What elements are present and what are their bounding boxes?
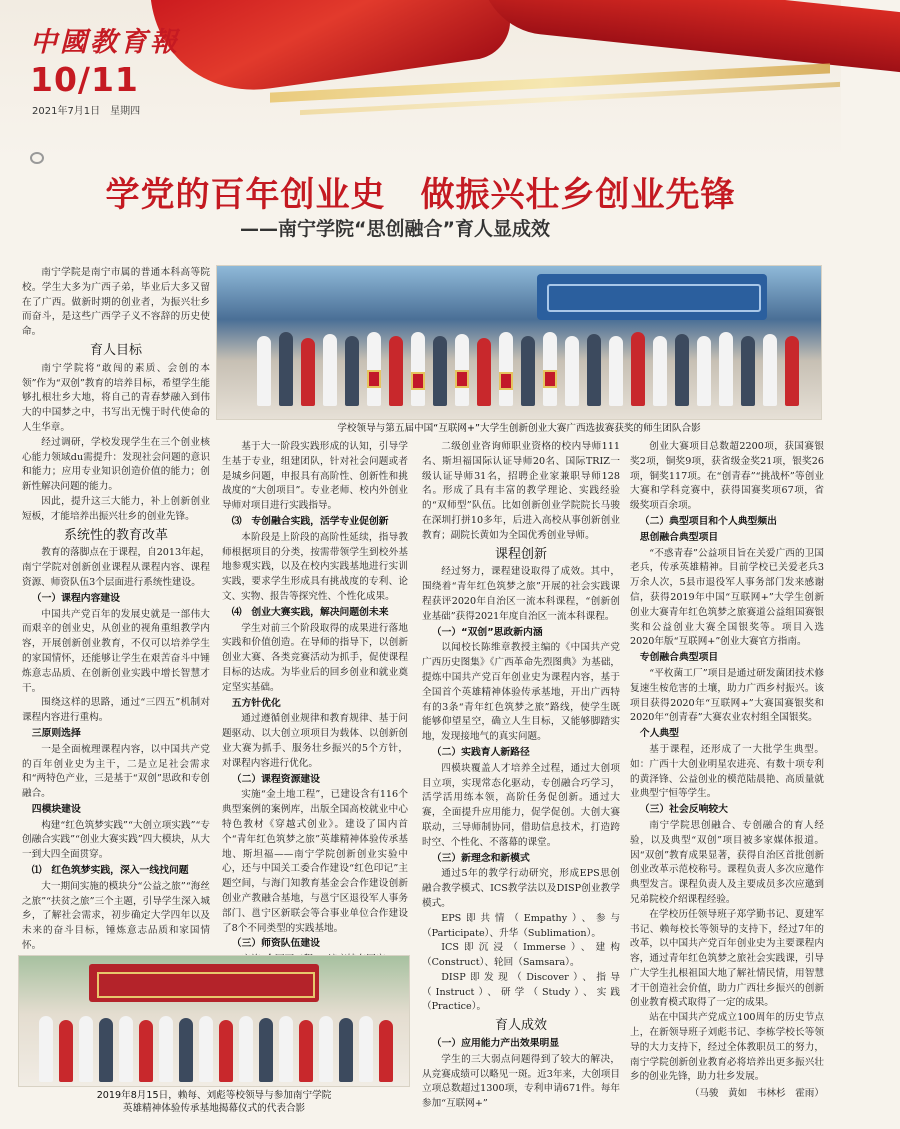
paragraph: 二级创业咨询师职业资格的校内导师111名、斯坦福国际认证导师20名、国际TRIZ一级认证导师31名，招聘企业家兼职导师128名。形成了具有丰富的教学理论、实践经验的“双师型”队伍。比如创新创业学院院长马骏在深圳打拼10多年，后进入高校从事创新创业教育；副院长黄如为全国优秀创业导师。 — [422, 441, 620, 541]
article-headline: 学党的百年创业史 做振兴壮乡创业先锋 — [105, 175, 736, 215]
paragraph: 中国共产党百年的发展史就是一部伟大而艰辛的创业史，从创业的视角重组教学内容，开展创新创业教育，不仅可以培养学生的家国情怀，还能够让学生在艰苦奋斗中锤炼意志品质、在创新创业实践中增长智慧才干。 — [22, 608, 210, 694]
paragraph: 基于大一阶段实践形成的认知，引导学生基于专业，组建团队，针对社会问题或者是城乡问题，申报具有高阶性、创新性和挑战度的“大创项目”。专业老师、校内外创业导师对项目进行实践指导。 — [222, 441, 408, 512]
person-figure — [521, 336, 535, 406]
award-plaque — [367, 370, 381, 388]
subsection-heading: （一）“双创”思政新内涵 — [431, 626, 543, 638]
person-figure — [719, 332, 733, 406]
person-figure — [389, 336, 403, 406]
subsection-heading: （三）新理念和新模式 — [431, 852, 530, 864]
article-column-1 — [22, 266, 210, 952]
paragraph: “平枚菌工厂”项目是通过研发菌团技术修复速生桉危害的土壤，助力广西乡村振兴。该项目获得2020年“互联网+”大赛国赛银奖和2020年“创青春”大赛农业农村组全国银奖。 — [630, 667, 824, 724]
person-figure — [279, 332, 293, 406]
ceremony-group-photo — [18, 955, 410, 1087]
section-heading: 育人成效 — [494, 1018, 547, 1034]
ceremony-banner-graphic — [89, 964, 319, 1002]
person-figure — [675, 334, 689, 406]
paragraph: 通过遵循创业规律和教育规律、基于问题驱动、以大创立项项目为载体、以创新创业大赛为抓手、服务壮乡振兴的5个方针，对课程内容进行优化。 — [222, 713, 408, 769]
person-figure — [39, 1016, 53, 1082]
page-number: 10/11 — [30, 60, 139, 99]
bottom-photo-caption — [18, 1089, 410, 1115]
margin-mark-icon — [30, 152, 44, 164]
person-figure — [139, 1020, 153, 1082]
person-figure — [367, 332, 381, 406]
article-column-4 — [630, 440, 824, 1108]
paragraph: 经过调研，学校发现学生在三个创业核心能力领域du需提升：发现社会问题的意识和能力；应用专业知识创造价值的能力；创新性解决问题的能力。 — [22, 436, 210, 493]
paragraph: 因此，提升这三大能力，补上创新创业短板，才能培养出振兴壮乡的创业先锋。 — [22, 495, 210, 522]
person-figure — [99, 1018, 113, 1082]
paragraph: DISP即发现（Discover）、指导（Instruct）、研学（Study）、实践（Practice）。 — [422, 971, 620, 1013]
person-figure — [319, 1016, 333, 1082]
section-heading: 育人目标 — [89, 342, 142, 358]
paragraph: EPS即共情（Empathy）、参与（Participate）、升华（Sublimation）。 — [422, 912, 620, 939]
subsection-heading: （三）师资队伍建设 — [231, 938, 320, 950]
person-figure — [259, 1018, 273, 1082]
paragraph: 围绕这样的思路，通过“三四五”机制对课程内容进行重构。 — [22, 697, 210, 724]
person-figure — [279, 1016, 293, 1082]
paragraph: 在学校历任领导班子郑学勤书记、夏建军书记、赖每校长等领导的支持下，经过7年的改革，以中国共产党百年创业史为主要课程内容，通过青年红色筑梦之旅社会实践课，引导广大学生扎根祖国大地了解社情民情，用智慧才干创造社会价值，助力广西壮乡振兴的创新创业教育模式取得了一定的成果。 — [630, 908, 824, 1009]
paragraph: 南宁学院将“敢闯的素质、会创的本领”作为“双创”教育的培养目标，希望学生能够扎根壮乡大地，将自己的青春梦融入到伟大的中国梦之中，书写出无愧于时代使命的人生华章。 — [22, 362, 210, 433]
person-figure — [159, 1016, 173, 1082]
person-figure — [785, 336, 799, 406]
person-figure — [587, 334, 601, 406]
award-plaque — [411, 372, 425, 390]
subsection-heading: 专创融合典型项目 — [639, 652, 719, 664]
person-figure — [543, 332, 557, 406]
person-figure — [763, 334, 777, 406]
subsection-heading: （二）典型项目和个人典型频出 — [639, 515, 777, 527]
person-figure — [79, 1016, 93, 1082]
subsection-heading: （二）课程资源建设 — [231, 773, 320, 785]
red-flag-graphic-right — [480, 0, 900, 72]
article-subheadline: ——南宁学院“思创融合”育人显成效 — [240, 218, 550, 240]
person-figure — [239, 1016, 253, 1082]
article-column-3 — [422, 440, 620, 1108]
person-figure — [631, 332, 645, 406]
award-plaque — [543, 370, 557, 388]
person-figure — [653, 336, 667, 406]
section-heading: 系统性的教育改革 — [63, 527, 168, 543]
paragraph: 一是全面梳理课程内容，以中国共产党的百年创业史为主干，二是立足社会需求和“两特色产业，三是基于“双创”思政和专创融合。 — [22, 743, 210, 800]
person-figure — [323, 334, 337, 406]
section-heading: 课程创新 — [494, 546, 547, 562]
bottom-photo-caption-line-1: 2019年8月15日，赖每、刘彪等校领导与参加南宁学院 — [96, 1090, 332, 1101]
person-figure — [301, 338, 315, 406]
subsection-heading: 思创融合典型项目 — [639, 531, 719, 543]
subsection-heading: 个人典型 — [639, 728, 679, 740]
award-plaque — [455, 370, 469, 388]
team-group-photo — [216, 265, 822, 420]
person-figure — [219, 1020, 233, 1082]
paragraph: 本阶段是上阶段的高阶性延续，指导教师根据项目的分类，按需带领学生到校外基地参观实践，以及在校内实践基地进行实训实践，要求学生形成具有挑战度的专利、论文、实物、报告等探究性、个性化成果。 — [222, 531, 408, 602]
person-figure — [433, 336, 447, 406]
person-figure — [59, 1020, 73, 1082]
paragraph: 创业大赛项目总数超2200项，获国赛银奖2项，铜奖9项，获省级金奖21项，银奖26项，铜奖117项。在“创青春”“挑战杯”等创业大赛和学科竞赛中，获得国赛奖项67项，省级奖项百余项。 — [630, 441, 824, 512]
article-column-2 — [222, 440, 408, 952]
person-figure — [379, 1020, 393, 1082]
person-figure — [179, 1018, 193, 1082]
award-plaque — [499, 372, 513, 390]
newspaper-masthead: 中國教育報 — [30, 27, 180, 58]
paragraph: 南宁学院思创融合、专创融合的育人经验，以及典型“双创”项目被多家媒体报道。因“双创”教育成果显著，获得自治区首批创新创业改革示范校称号。课程负责人多次应邀作典型发言。课程负责人及主要成员多次应邀到兄弟院校介绍课程经验。 — [630, 819, 824, 905]
paragraph: 实施“金土地工程”，已建设含有116个典型案例的案例库，出版全国高校就业中心特色教材《穿越式创业》。建设了国内首个“青年红色筑梦之旅”英雄精神体验传承基地、斯坦福——南宁学院创新创业实验中心，还与中国关工委合作建设“红色印记”主题空间，与海门知教育基金会合作建设创新创业产教融合基地，与邕宁区退役军人事务部门、邕宁区新联会等合事业单位合作建设了8个不同类型的实践基地。 — [222, 789, 408, 934]
subsection-heading: 五方针优化 — [231, 697, 281, 709]
paragraph: 站在中国共产党成立100周年的历史节点上，在新领导班子刘彪书记、李栋学校长等领导的大力支持下，经过全体教职员工的努力，南宁学院创新创业教育必将培养出更多振兴壮乡的创业先锋，助力壮乡发展。 — [630, 1012, 824, 1083]
person-figure — [741, 336, 755, 406]
subsection-heading: ⑷ 创业大赛实践，解决问题创未来 — [231, 606, 389, 618]
person-figure — [339, 1018, 353, 1082]
paragraph: 构建“红色筑梦实践”“大创立项实践”“专创融合实践”“创业大赛实践”四大模块，从大一到大四全面贯穿。 — [22, 819, 210, 861]
subsection-heading: ⑴ 红色筑梦实践，深入一线找问题 — [31, 865, 189, 877]
paragraph: 经过努力，课程建设取得了成效。其中，围绕着“青年红色筑梦之旅”开展的社会实践课程获评2020年自治区一流本科课程，“创新创业基础”获得2021年度自治区一流本科课程。 — [422, 566, 620, 622]
top-photo-caption: 学校领导与第五届中国“互联网+”大学生创新创业大赛广西选拔赛获奖的师生团队合影 — [337, 423, 701, 434]
subsection-heading: ⑶ 专创融合实践，活学专业促创新 — [231, 515, 389, 527]
person-figure — [565, 336, 579, 406]
subsection-heading: （三）社会反响较大 — [639, 804, 728, 816]
paragraph: “不惑青春”公益项目旨在关爱广西的卫国老兵，传承英雄精神。目前学校已关爱老兵3万余人次，5县市退役军人事务部门发来感谢信，获得2019年中国“互联网+”大学生创新创业大赛青年红色筑梦之旅赛道公益组国赛银奖和公益创业大赛全国银奖等。项目入选2020年版“互联网+”创业大赛官方指南。 — [630, 547, 824, 648]
subsection-heading: （一）课程内容建设 — [31, 592, 120, 604]
paragraph: 四模块覆盖人才培养全过程，通过大创项目立项，实现常态化驱动，专创融合巧学习，活学活用练本领，高阶任务促创新。通过大赛，全面提升应用能力，促学促创。大创大赛联动，三导师制协同，借助信息技术，打造跨时空、个性化、不落幕的课堂。 — [422, 762, 620, 848]
person-figure — [119, 1016, 133, 1082]
person-figure — [345, 336, 359, 406]
subsection-heading: （一）应用能力产出效果明显 — [431, 1038, 560, 1050]
paragraph: 学生的三大弱点问题得到了较大的解决，从竞赛成绩可以略见一斑。近3年来，大创项目立项总数超过1300项，专利申请671件。每年参加“互联网+” — [422, 1053, 620, 1110]
bottom-photo-caption-line-2: 英雄精神体验传承基地揭幕仪式的代表合影 — [122, 1103, 306, 1114]
person-figure — [697, 336, 711, 406]
person-figure — [299, 1020, 313, 1082]
person-figure — [477, 338, 491, 406]
paragraph: ICS即沉浸（Immerse）、建构（Construct）、轮回（Samsara）。 — [422, 942, 620, 969]
paragraph: 南宁学院是南宁市属的普通本科高等院校。学生大多为广西子弟，毕业后大多又留在了广西。做新时期的创业者，为振兴壮乡而奋斗，是这些广西学子义不容辞的历史使命。 — [22, 267, 210, 338]
person-figure — [257, 336, 271, 406]
paragraph: 教育的落脚点在于课程，自2013年起，南宁学院对创新创业课程从课程内容、课程资源、师资队伍3个层面进行系统性建设。 — [22, 547, 210, 588]
paragraph: 学生对前三个阶段取得的成果进行落地实践和价值创造。在导师的指导下，以创新创业大赛、各类竞赛活动为抓手，促使课程目标的达成。为毕业后的回乡创业和就业奠定坚实基础。 — [222, 622, 408, 693]
paragraph: 大一期间实施的模块分“公益之旅”“海丝之旅”“扶贫之旅”三个主题，引导学生深入城乡，了解社会需求，初步确定大学四年以及未来的奋斗目标，锤炼意志品质和家国情怀。 — [22, 880, 210, 952]
person-figure — [411, 332, 425, 406]
subsection-heading: （二）实践育人新路径 — [431, 746, 530, 758]
paragraph: 以闻校长陈维章教授主编的《中国共产党广西历史图集》《广西革命先烈图典》为基础，提炼中国共产党百年创业史为课程内容，基于全国首个英雄精神体验传承基地，开出广西特有的3条“青年红色筑梦之旅”路线，使学生既能够仰望星空，确立人生目标，又能够脚踏实地，发现接地气的真实问题。 — [422, 642, 620, 743]
paragraph: 基于课程，还形成了一大批学生典型。如：广西十大创业明星农进亮、有数十项专利的黄泽锋、公益创业的模范陆晨艳、高质量就业典型宁恒等学生。 — [630, 743, 824, 800]
paragraph: 通过5年的教学行动研究，形成EPS思创融合教学模式、ICS教学法以及DISP创业教学模式。 — [422, 868, 620, 909]
contest-banner-graphic — [537, 274, 767, 320]
publication-date: 2021年7月1日 星期四 — [32, 106, 141, 117]
person-figure — [199, 1016, 213, 1082]
person-figure — [609, 336, 623, 406]
subsection-heading: 三原则选择 — [31, 727, 81, 739]
subsection-heading: 四模块建设 — [31, 803, 81, 815]
person-figure — [359, 1016, 373, 1082]
article-byline: （马骏 黄如 韦林杉 霍雨） — [689, 1088, 824, 1100]
person-figure — [499, 332, 513, 406]
